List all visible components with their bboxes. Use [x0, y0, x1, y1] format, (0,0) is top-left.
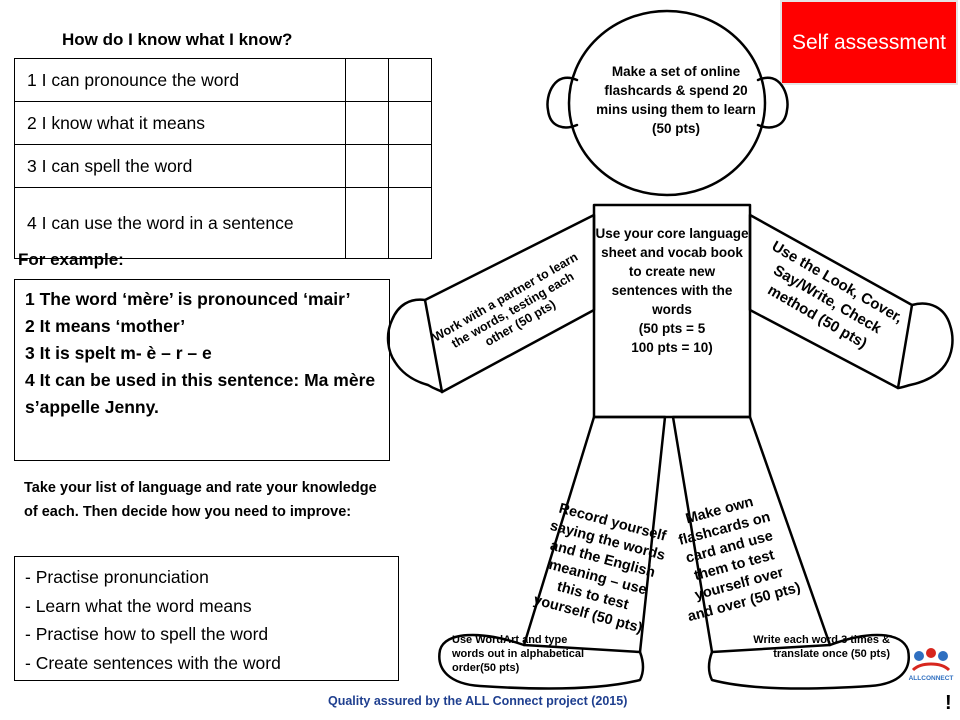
rating-statement: 3 I can spell the word: [15, 145, 346, 188]
logo-text: ALLCONNECT: [908, 675, 954, 682]
all-connect-logo: [907, 648, 955, 688]
example-line: 3 It is spelt m- è – r – e: [25, 343, 212, 363]
right-foot-activity: Write each word 3 times & translate once (50 pts): [753, 634, 890, 660]
action-item: - Create sentences with the word: [25, 652, 281, 673]
example-line: 2 It means ‘mother’: [25, 316, 186, 336]
torso-activity-text: Use your core language sheet and vocab book to create new sentences with the words: [595, 226, 749, 317]
exclamation-mark: !: [945, 692, 952, 714]
torso-points-line: (50 pts = 5: [638, 321, 706, 336]
page-heading: How do I know what I know?: [62, 30, 293, 49]
example-line: 4 It can be used in this sentence: Ma mère s’appelle Jenny.: [25, 370, 376, 417]
for-example-label: For example:: [18, 250, 124, 269]
torso-activity: [594, 224, 750, 357]
right-leg-activity: Make own flashcards on card and use them to test yourself over and over (50 pts): [676, 493, 803, 626]
left-arm-activity: Work with a partner to learn the words, testing each other (50 pts): [430, 249, 581, 351]
right-arm-activity: Use the Look, Cover, Say/Write, Check method (50 pts): [764, 237, 906, 353]
left-leg-activity: Record yourself saying the words and the English meaning – use this to test yourself (50 pts): [531, 500, 668, 637]
head-activity: Make a set of online flashcards & spend 20 mins using them to learn (50 pts): [596, 64, 756, 136]
action-item: - Practise how to spell the word: [25, 624, 269, 644]
footer-text: Quality assured by the ALL Connect project (2015): [328, 694, 628, 708]
action-item: - Learn what the word means: [25, 595, 252, 616]
action-item: - Practise pronunciation: [25, 567, 209, 587]
left-foot-activity: Use WordArt and type words out in alphabetical order(50 pts): [452, 634, 585, 674]
example-line: 1 The word ‘mère’ is pronounced ‘mair’: [25, 289, 351, 309]
left-ear: [547, 78, 577, 128]
logo-icon: [907, 648, 955, 688]
torso-points-line: 100 pts = 10): [631, 340, 713, 355]
self-assessment-banner: Self assessment: [780, 0, 958, 85]
rating-statement: 2 I know what it means: [15, 102, 346, 145]
rating-statement: 1 I can pronounce the word: [15, 59, 346, 102]
instruction-text: Take your list of language and rate your knowledge of each. Then decide how you need to improve:: [24, 480, 377, 520]
rating-statement: 4 I can use the word in a sentence: [15, 188, 346, 259]
